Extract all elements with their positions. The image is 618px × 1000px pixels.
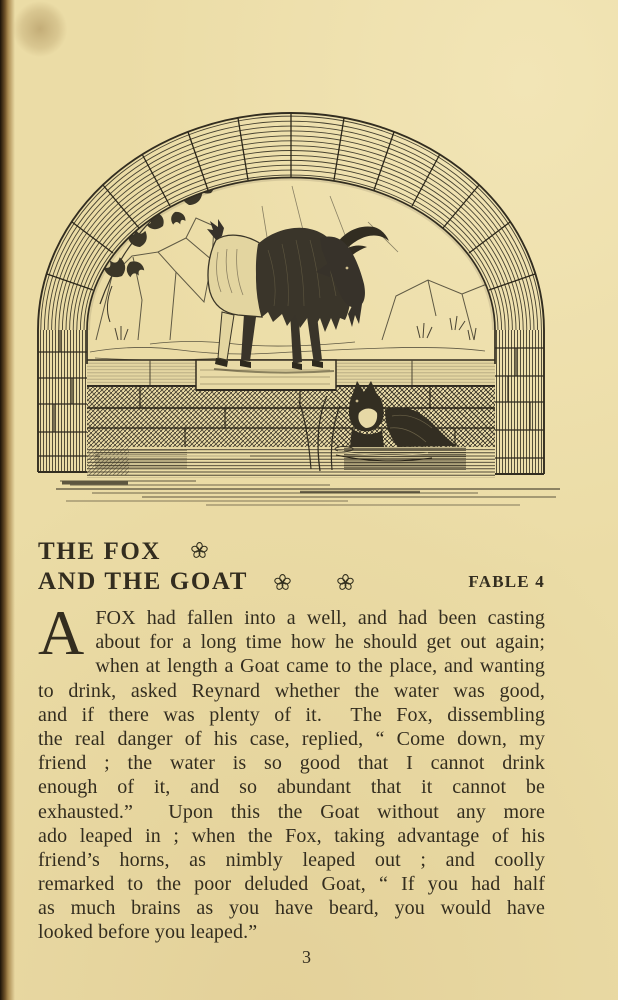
body-line: to drink, asked Reynard whether the water was good, xyxy=(38,679,545,702)
well-scene xyxy=(87,156,496,478)
body-line: FOX had fallen into a well, and had been casting xyxy=(95,607,545,629)
body-line: looked before you leaped.” xyxy=(38,921,258,944)
water xyxy=(87,447,495,478)
florette-icon xyxy=(337,574,354,591)
florette-icon xyxy=(274,574,291,591)
goat-rear-leg xyxy=(218,312,234,360)
body-line: friend’s horns, as nimbly leaped out ; and coolly xyxy=(38,848,545,871)
goat-figure xyxy=(207,219,389,373)
fable-title-block xyxy=(38,537,545,597)
goat-hindquarters xyxy=(208,235,262,317)
drop-cap: A xyxy=(38,597,85,668)
fable-number-label: FABLE 4 xyxy=(468,572,545,591)
ground-lines xyxy=(90,342,485,361)
body-line: when at length a Goat came to the place, and wanting xyxy=(95,655,545,678)
fable-body-text xyxy=(38,597,545,945)
body-line: exhausted.” Upon this the Goat without any more xyxy=(38,800,545,823)
goat-eye xyxy=(346,267,349,270)
fox-eye xyxy=(356,400,359,403)
body-line: remarked to the poor deluded Goat, “ If you had half xyxy=(38,873,545,896)
body-line: the real danger of his case, replied, “ Come down, my xyxy=(38,727,545,750)
florette-icon xyxy=(191,542,208,559)
foreground-water-strokes xyxy=(56,481,560,505)
body-line: enough of it, and so abundant that it cannot be xyxy=(38,776,545,799)
fable-title-line1: THE FOX xyxy=(38,538,162,565)
body-line: and if there was plenty of it. The Fox, dissembling xyxy=(38,703,545,726)
body-line: ado leaped in ; when the Fox, taking advantage of his xyxy=(38,824,545,847)
body-line: as much brains as you have beard, you would have xyxy=(38,897,545,920)
body-line: friend ; the water is so good that I cannot drink xyxy=(38,752,545,775)
body-line: about for a long time how he should get out again; xyxy=(95,631,545,654)
fable-title-line2: AND THE GOAT xyxy=(38,568,248,595)
left-pier xyxy=(38,330,87,472)
page-number: 3 xyxy=(302,947,311,967)
